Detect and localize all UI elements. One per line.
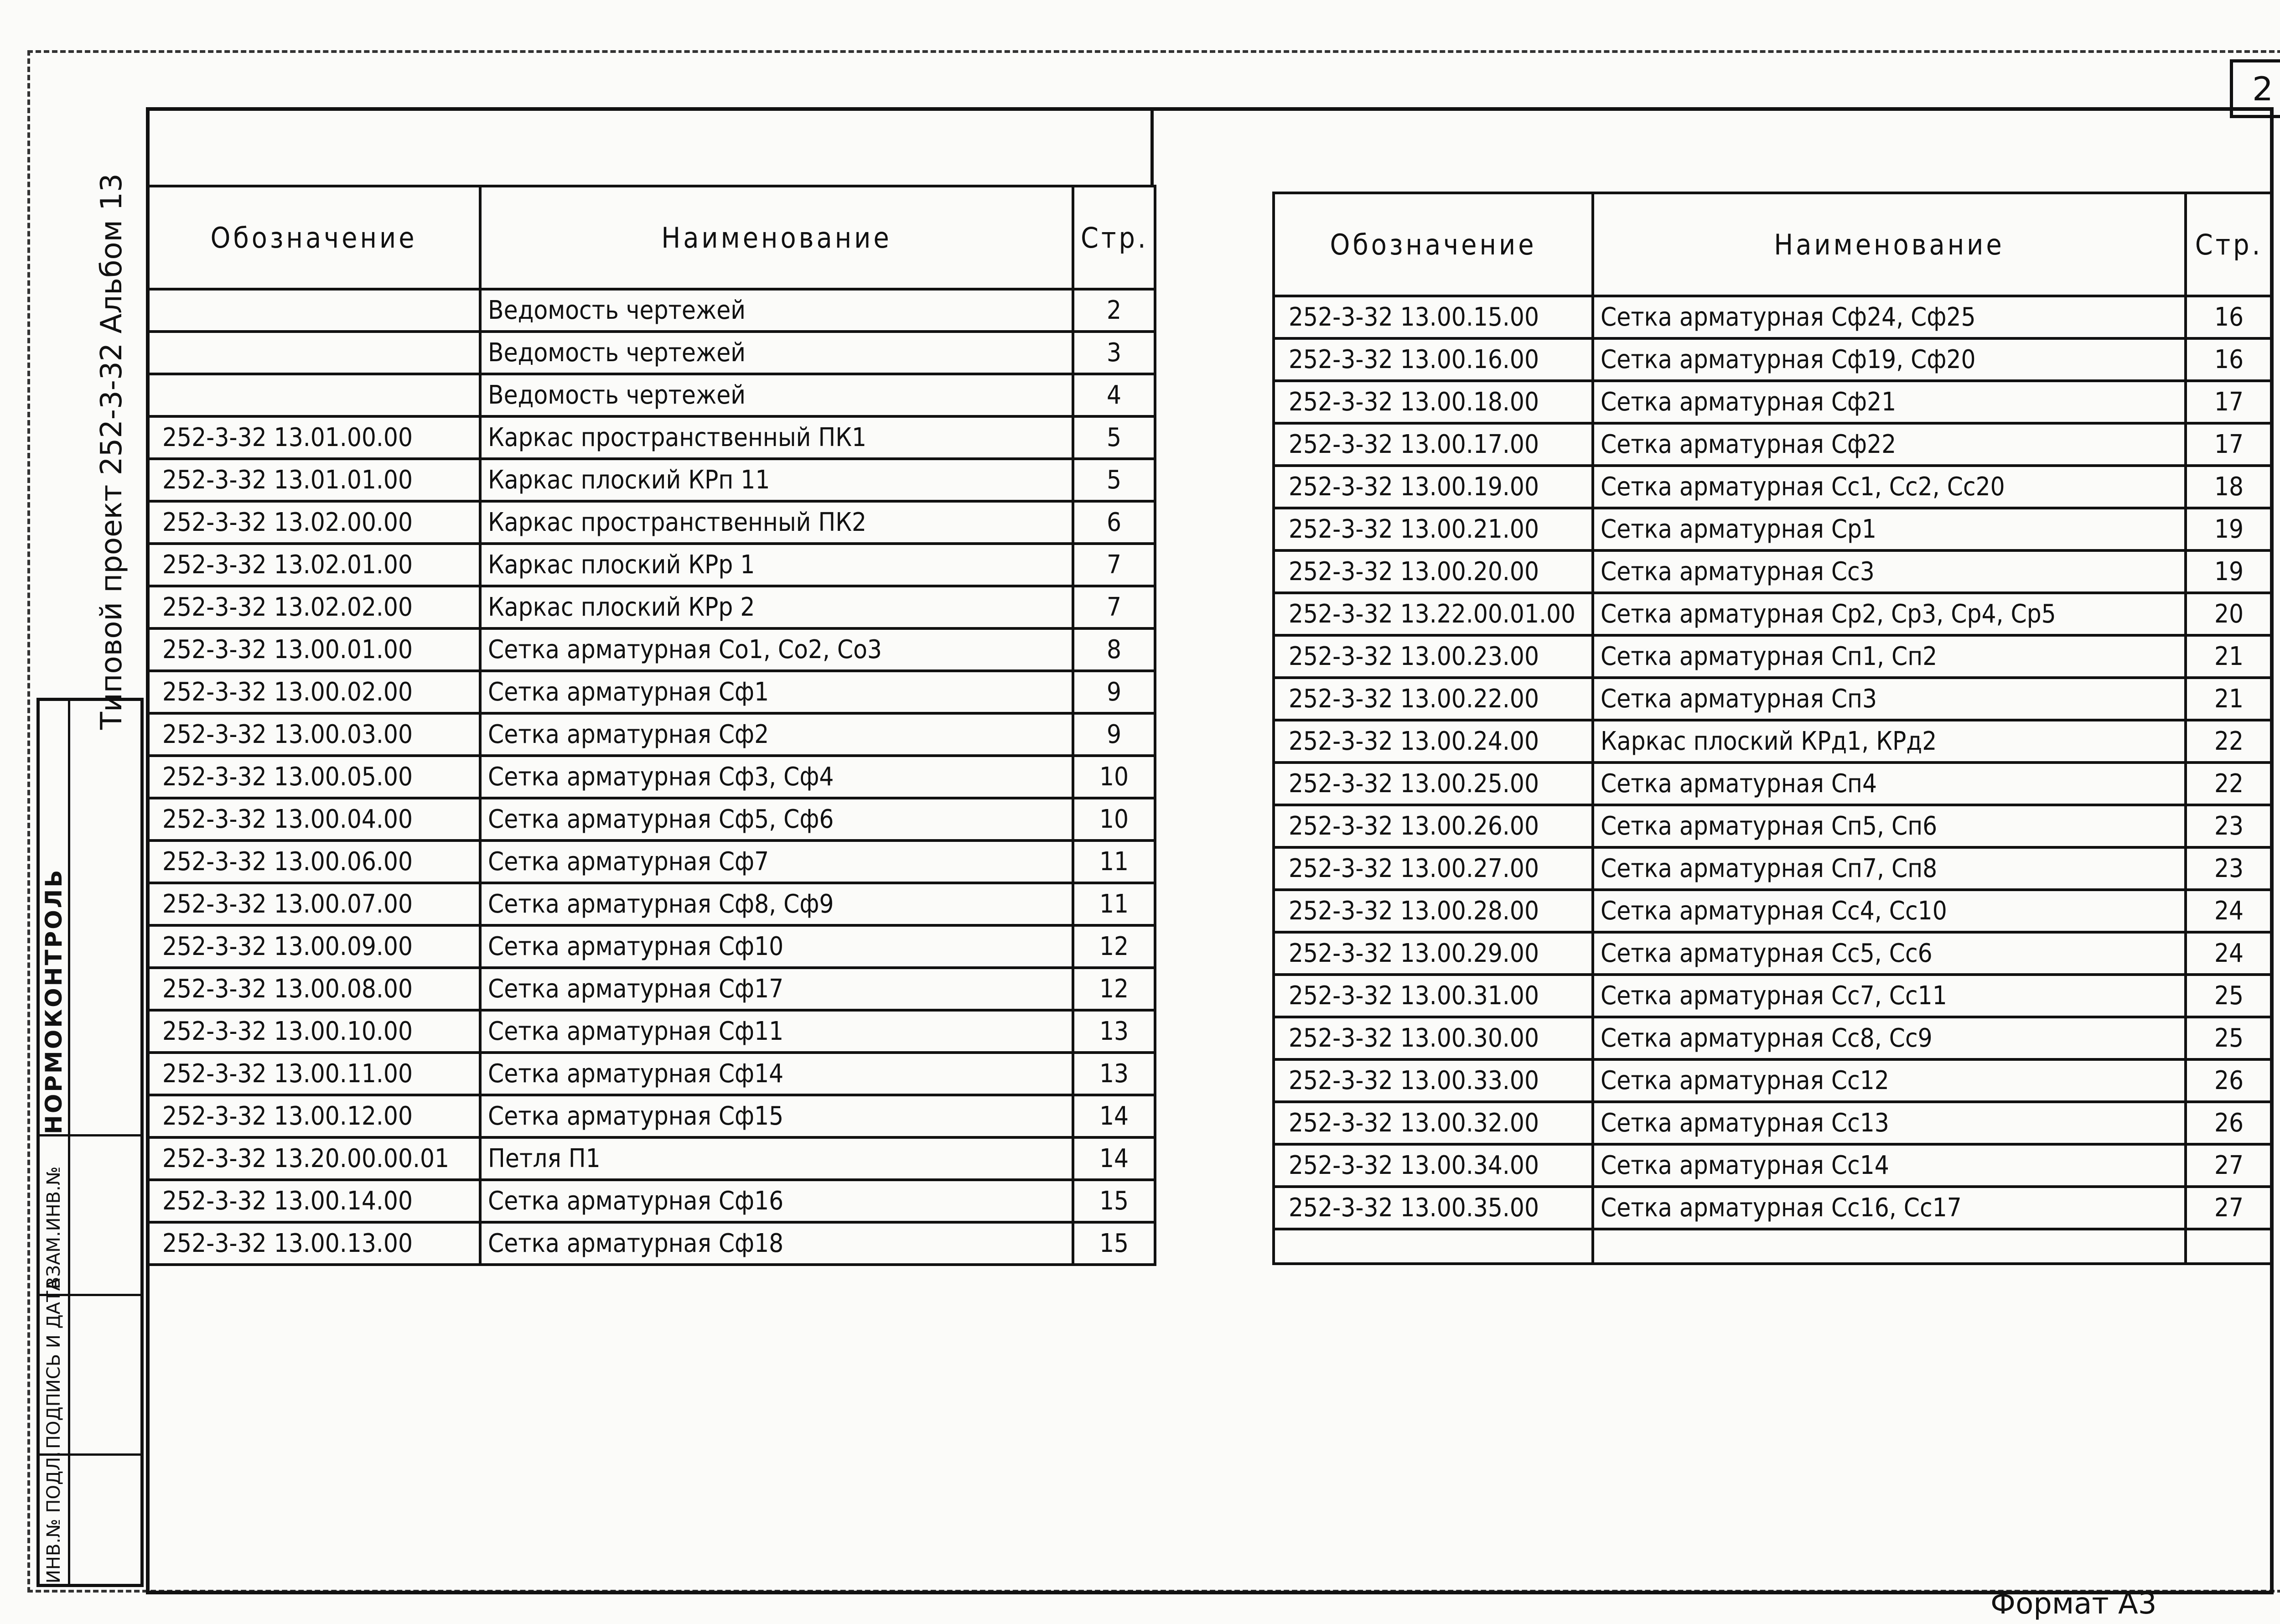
row-name: Сетка арматурная Сс4, Сс10 — [1593, 890, 2186, 932]
table-row — [1274, 593, 2272, 635]
table-row — [1274, 720, 2272, 763]
row-code: 252-3-32 13.00.24.00 — [1274, 720, 1593, 763]
side-stamp — [36, 698, 144, 1587]
row-code: 252-3-32 13.00.06.00 — [147, 841, 480, 883]
row-name: Ведомость чертежей — [480, 332, 1073, 374]
table-row — [147, 332, 1155, 374]
table-row — [147, 1053, 1155, 1095]
row-page: 14 — [1073, 1137, 1155, 1180]
row-code: 252-3-32 13.00.13.00 — [147, 1222, 480, 1265]
row-code: 252-3-32 13.00.04.00 — [147, 798, 480, 841]
sheet-number: 2 — [2230, 59, 2280, 118]
row-code — [147, 374, 480, 416]
row-name: Сетка арматурная Ср1 — [1593, 508, 2186, 550]
table-row — [147, 459, 1155, 501]
table-row — [1274, 550, 2272, 593]
row-code: 252-3-32 13.00.32.00 — [1274, 1102, 1593, 1144]
table-row — [147, 1137, 1155, 1180]
row-code: 252-3-32 13.00.23.00 — [1274, 635, 1593, 678]
row-code — [147, 332, 480, 374]
stamp-vzam-inv: ВЗАМ.ИНВ.№ — [43, 1166, 64, 1289]
table-row — [147, 883, 1155, 925]
row-page: 2 — [1073, 289, 1155, 332]
row-name: Петля П1 — [480, 1137, 1073, 1180]
row-name: Сетка арматурная Ср2, Ср3, Ср4, Ср5 — [1593, 593, 2186, 635]
row-page: 23 — [2186, 805, 2272, 847]
table-row — [1274, 1059, 2272, 1102]
table-row — [1274, 508, 2272, 550]
table-row — [147, 586, 1155, 628]
table-row — [147, 1180, 1155, 1222]
row-code: 252-3-32 13.00.34.00 — [1274, 1144, 1593, 1187]
row-page: 4 — [1073, 374, 1155, 416]
table-row — [1274, 338, 2272, 381]
row-name: Сетка арматурная Сф3, Сф4 — [480, 756, 1073, 798]
row-name: Сетка арматурная Сс3 — [1593, 550, 2186, 593]
empty-row — [1274, 1229, 2272, 1264]
right-register-table — [1272, 192, 2274, 1265]
row-page: 19 — [2186, 508, 2272, 550]
row-page: 10 — [1073, 756, 1155, 798]
row-name: Каркас пространственный ПК2 — [480, 501, 1073, 544]
row-page: 14 — [1073, 1095, 1155, 1137]
row-page: 13 — [1073, 1053, 1155, 1095]
row-code: 252-3-32 13.00.26.00 — [1274, 805, 1593, 847]
format-label: Формат А3 — [1990, 1587, 2157, 1621]
row-page: 13 — [1073, 1010, 1155, 1053]
table-row — [147, 501, 1155, 544]
table-row — [1274, 805, 2272, 847]
row-code: 252-3-32 13.01.01.00 — [147, 459, 480, 501]
row-name: Сетка арматурная Сс8, Сс9 — [1593, 1017, 2186, 1059]
row-code: 252-3-32 13.00.18.00 — [1274, 381, 1593, 423]
header-designation: Обозначение — [1274, 193, 1593, 296]
row-page: 7 — [1073, 544, 1155, 586]
row-code: 252-3-32 13.00.22.00 — [1274, 678, 1593, 720]
row-page: 12 — [1073, 925, 1155, 968]
row-page: 24 — [2186, 890, 2272, 932]
row-name: Сетка арматурная Сф24, Сф25 — [1593, 296, 2186, 338]
row-name: Сетка арматурная Сф21 — [1593, 381, 2186, 423]
table-row — [147, 798, 1155, 841]
table-row — [1274, 678, 2272, 720]
row-page: 27 — [2186, 1144, 2272, 1187]
row-name: Сетка арматурная Сс14 — [1593, 1144, 2186, 1187]
row-page: 12 — [1073, 968, 1155, 1010]
row-page: 25 — [2186, 975, 2272, 1017]
row-name: Сетка арматурная Сф2 — [480, 713, 1073, 756]
table-row — [147, 544, 1155, 586]
row-name: Сетка арматурная Сф11 — [480, 1010, 1073, 1053]
row-code: 252-3-32 13.00.28.00 — [1274, 890, 1593, 932]
row-page: 5 — [1073, 416, 1155, 459]
row-code: 252-3-32 13.00.17.00 — [1274, 423, 1593, 466]
row-page: 25 — [2186, 1017, 2272, 1059]
table-row — [1274, 763, 2272, 805]
row-code: 252-3-32 13.00.10.00 — [147, 1010, 480, 1053]
table-row — [147, 1222, 1155, 1265]
table-row — [147, 968, 1155, 1010]
table-row — [147, 841, 1155, 883]
row-name: Сетка арматурная Сф15 — [480, 1095, 1073, 1137]
row-code: 252-3-32 13.02.02.00 — [147, 586, 480, 628]
row-code: 252-3-32 13.02.00.00 — [147, 501, 480, 544]
row-name: Сетка арматурная Сп5, Сп6 — [1593, 805, 2186, 847]
empty-cell — [1274, 1229, 1593, 1264]
row-page: 21 — [2186, 678, 2272, 720]
row-code: 252-3-32 13.01.00.00 — [147, 416, 480, 459]
row-name: Сетка арматурная Сп7, Сп8 — [1593, 847, 2186, 890]
row-page: 10 — [1073, 798, 1155, 841]
row-page: 20 — [2186, 593, 2272, 635]
row-page: 17 — [2186, 381, 2272, 423]
header-page: Стр. — [2186, 193, 2272, 296]
row-code: 252-3-32 13.00.29.00 — [1274, 932, 1593, 975]
left-header-row — [147, 186, 1155, 289]
row-code: 252-3-32 13.00.03.00 — [147, 713, 480, 756]
table-row — [147, 416, 1155, 459]
row-page: 24 — [2186, 932, 2272, 975]
table-row — [147, 374, 1155, 416]
row-name: Ведомость чертежей — [480, 289, 1073, 332]
row-code: 252-3-32 13.00.30.00 — [1274, 1017, 1593, 1059]
row-name: Сетка арматурная Сс5, Сс6 — [1593, 932, 2186, 975]
row-page: 11 — [1073, 841, 1155, 883]
row-page: 17 — [2186, 423, 2272, 466]
table-row — [1274, 381, 2272, 423]
row-page: 16 — [2186, 296, 2272, 338]
stamp-podpis-data: ПОДПИСЬ И ДАТА — [43, 1278, 64, 1449]
row-code: 252-3-32 13.00.12.00 — [147, 1095, 480, 1137]
row-name: Сетка арматурная Со1, Со2, Со3 — [480, 628, 1073, 671]
row-code: 252-3-32 13.00.09.00 — [147, 925, 480, 968]
row-page: 8 — [1073, 628, 1155, 671]
row-name: Сетка арматурная Сф14 — [480, 1053, 1073, 1095]
row-code: 252-3-32 13.00.25.00 — [1274, 763, 1593, 805]
row-name: Сетка арматурная Сф18 — [480, 1222, 1073, 1265]
row-code: 252-3-32 13.00.21.00 — [1274, 508, 1593, 550]
row-page: 15 — [1073, 1222, 1155, 1265]
row-page: 26 — [2186, 1102, 2272, 1144]
row-page: 9 — [1073, 671, 1155, 713]
row-name: Каркас пространственный ПК1 — [480, 416, 1073, 459]
row-page: 18 — [2186, 466, 2272, 508]
table-row — [147, 1010, 1155, 1053]
row-page: 16 — [2186, 338, 2272, 381]
row-name: Сетка арматурная Сф22 — [1593, 423, 2186, 466]
table-row — [1274, 1102, 2272, 1144]
row-code: 252-3-32 13.00.19.00 — [1274, 466, 1593, 508]
table-row — [1274, 423, 2272, 466]
row-name: Сетка арматурная Сс1, Сс2, Сс20 — [1593, 466, 2186, 508]
table-row — [1274, 296, 2272, 338]
table-row — [147, 925, 1155, 968]
empty-cell — [2186, 1229, 2272, 1264]
row-page: 6 — [1073, 501, 1155, 544]
row-code: 252-3-32 13.00.33.00 — [1274, 1059, 1593, 1102]
row-code: 252-3-32 13.00.05.00 — [147, 756, 480, 798]
table-row — [1274, 635, 2272, 678]
table-row — [1274, 1017, 2272, 1059]
header-page: Стр. — [1073, 186, 1155, 289]
row-code: 252-3-32 13.00.35.00 — [1274, 1187, 1593, 1229]
header-name: Наименование — [480, 186, 1073, 289]
row-code: 252-3-32 13.00.31.00 — [1274, 975, 1593, 1017]
row-name: Каркас плоский КРр 2 — [480, 586, 1073, 628]
table-row — [1274, 466, 2272, 508]
table-row — [147, 289, 1155, 332]
row-code: 252-3-32 13.00.16.00 — [1274, 338, 1593, 381]
row-code: 252-3-32 13.00.11.00 — [147, 1053, 480, 1095]
row-page: 22 — [2186, 763, 2272, 805]
header-designation: Обозначение — [147, 186, 480, 289]
row-name: Сетка арматурная Сф5, Сф6 — [480, 798, 1073, 841]
table-row — [1274, 932, 2272, 975]
row-code — [147, 289, 480, 332]
row-name: Сетка арматурная Сс16, Сс17 — [1593, 1187, 2186, 1229]
right-header-row — [1274, 193, 2272, 296]
row-name: Сетка арматурная Сф17 — [480, 968, 1073, 1010]
row-code: 252-3-32 13.20.00.00.01 — [147, 1137, 480, 1180]
table-row — [1274, 1187, 2272, 1229]
row-name: Каркас плоский КРр 1 — [480, 544, 1073, 586]
row-name: Сетка арматурная Сф10 — [480, 925, 1073, 968]
row-page: 21 — [2186, 635, 2272, 678]
row-name: Ведомость чертежей — [480, 374, 1073, 416]
left-register-table — [146, 185, 1156, 1266]
row-page: 3 — [1073, 332, 1155, 374]
table-row — [147, 1095, 1155, 1137]
table-row — [147, 628, 1155, 671]
table-row — [147, 756, 1155, 798]
row-name: Сетка арматурная Сс13 — [1593, 1102, 2186, 1144]
row-name: Сетка арматурная Сс7, Сс11 — [1593, 975, 2186, 1017]
row-name: Сетка арматурная Сф8, Сф9 — [480, 883, 1073, 925]
row-name: Каркас плоский КРд1, КРд2 — [1593, 720, 2186, 763]
row-name: Сетка арматурная Сп3 — [1593, 678, 2186, 720]
stamp-normcontrol: НОРМОКОНТРОЛЬ — [41, 868, 67, 1134]
row-page: 23 — [2186, 847, 2272, 890]
row-code: 252-3-32 13.00.02.00 — [147, 671, 480, 713]
table-row — [147, 713, 1155, 756]
table-row — [147, 671, 1155, 713]
row-page: 15 — [1073, 1180, 1155, 1222]
stamp-inv-podl: ИНВ.№ ПОДЛ. — [43, 1451, 64, 1583]
row-code: 252-3-32 13.00.07.00 — [147, 883, 480, 925]
row-name: Сетка арматурная Сф19, Сф20 — [1593, 338, 2186, 381]
row-code: 252-3-32 13.00.08.00 — [147, 968, 480, 1010]
table-row — [1274, 975, 2272, 1017]
row-page: 26 — [2186, 1059, 2272, 1102]
row-page: 22 — [2186, 720, 2272, 763]
left-table-top-band — [146, 107, 1154, 185]
row-page: 11 — [1073, 883, 1155, 925]
row-code: 252-3-32 13.00.27.00 — [1274, 847, 1593, 890]
row-page: 9 — [1073, 713, 1155, 756]
row-code: 252-3-32 13.00.15.00 — [1274, 296, 1593, 338]
row-code: 252-3-32 13.02.01.00 — [147, 544, 480, 586]
row-name: Сетка арматурная Сф1 — [480, 671, 1073, 713]
spine-title: Типовой проект 252-3-32 Альбом 13 — [95, 173, 129, 730]
row-page: 19 — [2186, 550, 2272, 593]
row-name: Сетка арматурная Сф7 — [480, 841, 1073, 883]
row-name: Сетка арматурная Сп4 — [1593, 763, 2186, 805]
row-code: 252-3-32 13.00.01.00 — [147, 628, 480, 671]
row-name: Сетка арматурная Сс12 — [1593, 1059, 2186, 1102]
empty-cell — [1593, 1229, 2186, 1264]
header-name: Наименование — [1593, 193, 2186, 296]
stamp-row — [40, 1134, 140, 1136]
table-row — [1274, 890, 2272, 932]
row-name: Сетка арматурная Сп1, Сп2 — [1593, 635, 2186, 678]
table-row — [1274, 1144, 2272, 1187]
table-row — [1274, 847, 2272, 890]
row-page: 7 — [1073, 586, 1155, 628]
row-code: 252-3-32 13.22.00.01.00 — [1274, 593, 1593, 635]
row-page: 5 — [1073, 459, 1155, 501]
row-page: 27 — [2186, 1187, 2272, 1229]
row-name: Сетка арматурная Сф16 — [480, 1180, 1073, 1222]
row-name: Каркас плоский КРп 11 — [480, 459, 1073, 501]
row-code: 252-3-32 13.00.20.00 — [1274, 550, 1593, 593]
row-code: 252-3-32 13.00.14.00 — [147, 1180, 480, 1222]
